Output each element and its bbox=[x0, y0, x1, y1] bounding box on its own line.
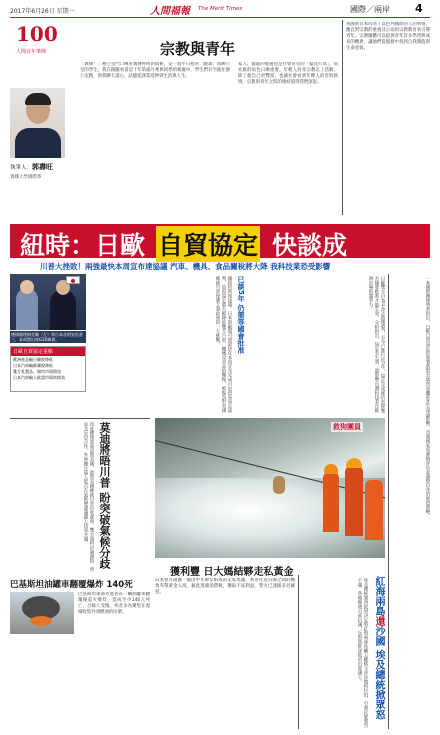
gold-body: 日本警方破獲一個由中年婦女組成的走私集團，利用往返日韓之間的機會夾帶黃金入境，藉此逃避消費稅，獲取不法利益，警方已逮捕多名嫌犯。 bbox=[155, 578, 295, 595]
column-body-1: 「教韓！」辦公室門口傳來幾聲呼叫的問候，是一群平日稍常「蹺課」而聊公室的學生，我在跟隨看書這十年的歲月裡與同學的相處中，學生們有空就往辦公室跑，與我聊天談心，話題從課業延伸到生活與人生。 bbox=[80, 62, 230, 79]
issue-date: 2017年6月26日 星期一 bbox=[10, 8, 75, 15]
right-column-divider bbox=[388, 274, 389, 729]
column-title: 宗教與青年 bbox=[160, 40, 236, 58]
headline-suffix: 快談成 bbox=[272, 231, 348, 260]
merkel-head bbox=[20, 280, 34, 294]
leaders-photo-caption: 德國總理梅克爾（左）和日本首相安倍晉三，本周將出席G20峰會。 bbox=[10, 331, 86, 343]
column-body-2: 家人、親戚的擔憂也是社會常有的「偏見行為」，而社區的角色日漸重要。年輕人投身宗教志工活動，除了使自己更豐富，也讓社會看到年輕人的善與熱情，宗教與青年之間的連結值得我們深思。 bbox=[238, 62, 338, 85]
headline-prefix: 紐時：日歐 bbox=[20, 231, 146, 260]
headline-banner bbox=[10, 224, 430, 258]
leaders-photo bbox=[10, 274, 86, 330]
list-item: 日本汽車輸歐關稅降低 bbox=[13, 363, 53, 368]
author-byline bbox=[10, 162, 70, 172]
rescuer-1-helmet bbox=[324, 464, 338, 474]
far-right-body: 一本國際關係學者指出，日歐自貿協定的簽署將對全球貿易體系產生深遠影響，亞洲國家須審慎評估並調整自身的經貿策略。 bbox=[425, 276, 430, 518]
badge-caption: 人間百年筆陣 bbox=[16, 49, 47, 55]
page-number: 4 bbox=[415, 2, 423, 15]
fta-sidebar bbox=[10, 346, 86, 392]
column-divider bbox=[342, 20, 343, 215]
modi-body: 印度總理莫迪訪問美國，將與美國總統川普首度會面，雙方預料討論國防、貿易及反恐合作，外界關注兩人能否在氣候變遷議題上找到共識。 bbox=[83, 422, 94, 572]
page-header bbox=[10, 2, 430, 18]
badge-number: 100 bbox=[16, 22, 58, 46]
main-story-body-1: 據紐約時報報導，日本與歐盟可望最快在本周宣布完成自由貿易協定談判，這項協定將大幅降低雙方汽車、機械及食品的關稅，被視為對美國總統川普保護主義政策的一大挑戰。 bbox=[215, 276, 232, 413]
red-sea-divider bbox=[298, 575, 299, 729]
pakistan-photo bbox=[10, 592, 74, 634]
gold-headline: 獲利豐 日大媽結夥走私黃金 bbox=[170, 567, 294, 578]
headline-part: 還 bbox=[373, 616, 384, 626]
rescue-photo-label: 救狗團員 bbox=[333, 423, 361, 431]
headline-part: 總統 bbox=[373, 669, 384, 690]
merkel-figure bbox=[16, 288, 38, 330]
author-title: 實踐大學國際系 bbox=[10, 175, 42, 180]
author-body bbox=[15, 128, 61, 158]
author-name: 郭壽旺 bbox=[32, 163, 54, 171]
rescuer-3 bbox=[365, 480, 383, 540]
rescue-photo bbox=[155, 418, 385, 558]
fta-sidebar-title: 日歐自貿協定重點 bbox=[11, 347, 85, 356]
list-item: 雙方乳製品、豬肉市場開放 bbox=[13, 369, 61, 374]
fta-sidebar-list bbox=[11, 356, 85, 382]
fire-glow bbox=[30, 616, 52, 626]
red-sea-headline bbox=[372, 576, 384, 728]
column-body-3: 我國與日本同為了以色列國際的人的事情，應以對宗教的重視及正面的宗教教育來引導青年。宗教團體可以提供青年許多學習與成長的機會，讓他們從服務中找到自我價值與生命意義。 bbox=[346, 22, 430, 51]
section-name: 國際／兩岸 bbox=[350, 5, 390, 14]
dog-figure bbox=[273, 476, 285, 494]
list-item: 歐洲產品輸日關稅降低 bbox=[13, 357, 53, 362]
modi-divider bbox=[10, 418, 150, 419]
column-section bbox=[10, 20, 430, 220]
modi-headline: 莫迪將晤川普 盼突破氣候分歧 bbox=[98, 422, 111, 569]
main-story-body-2: 日歐雙方自2013年展開談判，至今已進行近5年，協定完成後仍需經雙方國會批准才能生效。分析指出，協定若生效，將影響台灣科技業在歐洲市場的競爭力。 bbox=[368, 276, 385, 414]
vertical-kicker: 已談5年 仍需等國會批准 bbox=[237, 276, 245, 354]
author-hair bbox=[25, 93, 51, 105]
headline-part: 沙國 埃及 bbox=[373, 626, 384, 670]
rescuer-1 bbox=[323, 472, 339, 532]
masthead-english: The Merit Times bbox=[198, 6, 243, 12]
headline-subhead: 川普大挫敗！兩強最快本周宣布達協議 汽車、機具、食品關稅將大降 我科技業恐受影響 bbox=[40, 262, 331, 271]
flag-icon bbox=[66, 276, 80, 284]
abe-figure bbox=[50, 290, 76, 330]
headline-part: 紅海兩島 bbox=[373, 576, 384, 616]
headline-part: 掀眾怒 bbox=[373, 689, 384, 720]
author-role: 執筆人： bbox=[10, 165, 33, 171]
column-badge bbox=[10, 20, 72, 62]
masthead-logo: 人間福報 bbox=[150, 6, 190, 17]
pakistan-body: 巴基斯坦東部旁遮普省一輛油罐車翻覆後起火爆炸，造成至少140人死亡、百餘人受傷，死者多為聚集在現場收集外洩燃油的民眾。 bbox=[78, 592, 150, 615]
rescuer-2 bbox=[345, 466, 363, 536]
pakistan-headline: 巴基斯坦油罐車翻覆爆炸 140死 bbox=[10, 580, 133, 590]
rescuer-2-helmet bbox=[346, 458, 362, 468]
headline-highlight: 自貿協定 bbox=[156, 226, 260, 262]
author-photo bbox=[10, 88, 65, 158]
list-item: 日本汽車輸入歐盟市場時間表 bbox=[13, 375, 65, 380]
red-sea-body: 埃及總統塞西政府決定將紅海兩座島嶼主權移交沙烏地阿拉伯，引發民眾強烈不滿，各地爆發示威抗議，反對派批評政府出賣國土。 bbox=[357, 578, 368, 728]
